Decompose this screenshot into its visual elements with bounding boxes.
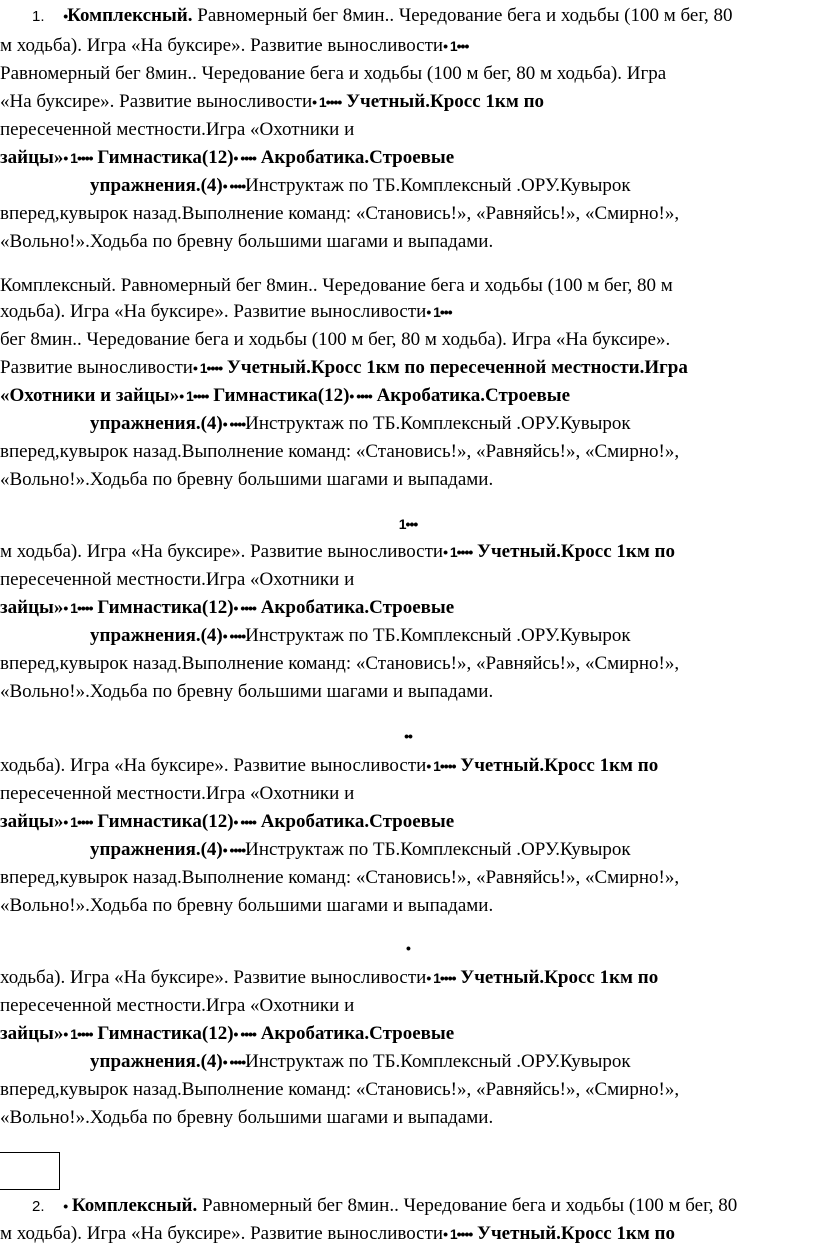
bullet-marks: • 1••••: [192, 360, 223, 376]
text-line: [0, 356, 688, 380]
text-line: [0, 966, 658, 990]
bold-text: Гимнастика(12): [208, 385, 350, 406]
bullet-marks: • ••••: [222, 842, 246, 858]
text-line: [0, 596, 454, 620]
bullet-marks: • 1••••: [426, 970, 456, 986]
text-line: «Вольно!».Ходьба по бревну большими шагами и выпадами.: [0, 469, 494, 490]
text-line: вперед,кувырок назад.Выполнение команд: «Становись!», «Равняйсь!», «Смирно!»,: [0, 653, 680, 674]
text-line: [90, 1050, 631, 1074]
bullet-marks: • ••••: [349, 388, 372, 404]
text-line: пересеченной местности.Игра «Охотники и: [0, 119, 355, 140]
bullet-marks: • ••••: [222, 178, 246, 194]
text: м ходьба). Игра «На буксире». Развитие выносливости: [0, 1223, 444, 1244]
bullet-marks: • 1••••: [63, 814, 93, 830]
text-line: [0, 1022, 454, 1046]
text-line: пересеченной местности.Игра «Охотники и: [0, 995, 355, 1016]
bold-text: Акробатика.Строевые: [371, 385, 571, 406]
bold-text: Учетный.Кросс 1км по: [472, 541, 675, 562]
text-line: вперед,кувырок назад.Выполнение команд: «Становись!», «Равняйсь!», «Смирно!»,: [0, 1079, 680, 1100]
bold-text: упражнения.(4): [90, 839, 223, 860]
text-line: [0, 300, 452, 324]
bullet-marks: 1•••: [398, 516, 418, 532]
bold-text: зайцы»: [0, 811, 64, 832]
text: ходьба). Игра «На буксире». Развитие выносливости: [0, 755, 427, 776]
text: Инструктаж по ТБ.Комплексный .ОРУ.Кувырок: [245, 839, 631, 860]
bullet-marks: • 1••••: [63, 150, 93, 166]
bullet-marks: • 1••••: [179, 388, 209, 404]
bold-text: упражнения.(4): [90, 175, 223, 196]
item-2-line: [32, 1194, 737, 1219]
text-line: «Вольно!».Ходьба по бревну большими шагами и выпадами.: [0, 231, 494, 252]
bullet-marks: • ••••: [222, 416, 246, 432]
bold-text: Учетный.Кросс 1км по: [341, 91, 545, 112]
text: м ходьба). Игра «На буксире». Развитие выносливости: [0, 541, 444, 562]
bold-text: «Охотники и зайцы»: [0, 385, 180, 406]
text-line: [0, 1222, 675, 1246]
text-line: бег 8мин.. Чередование бега и ходьбы (100 м бег, 80 м ходьба). Игра «На буксире».: [0, 329, 671, 350]
text-line: [0, 34, 468, 58]
text-line: [0, 540, 675, 564]
text: Инструктаж по ТБ.Комплексный .ОРУ.Кувырок: [245, 625, 631, 646]
text: Инструктаж по ТБ.Комплексный .ОРУ.Кувырок: [245, 413, 631, 434]
bullet-marks: • ••••: [233, 150, 256, 166]
text-line: Равномерный бег 8мин.. Чередование бега и ходьбы (100 м бег, 80 м ходьба). Игра: [0, 63, 667, 84]
bold-text: Акробатика.Строевые: [255, 597, 455, 618]
bullet-marks: • ••••: [233, 1026, 256, 1042]
text: м ходьба). Игра «На буксире». Развитие выносливости: [0, 35, 444, 56]
item-1-line: [32, 4, 733, 29]
bold-text: Комплексный.: [67, 5, 193, 26]
text-line: [90, 412, 631, 436]
text-line: вперед,кувырок назад.Выполнение команд: «Становись!», «Равняйсь!», «Смирно!»,: [0, 441, 680, 462]
text-line: пересеченной местности.Игра «Охотники и: [0, 569, 355, 590]
text: «На буксире». Развитие выносливости: [0, 91, 313, 112]
text: Инструктаж по ТБ.Комплексный .ОРУ.Кувырок: [245, 175, 631, 196]
list-number: 2.: [32, 1198, 45, 1215]
bold-text: Гимнастика(12): [92, 811, 234, 832]
bullet-marks: •: [406, 940, 410, 956]
text: ходьба). Игра «На буксире». Развитие выносливости: [0, 301, 427, 322]
bold-text: Акробатика.Строевые: [255, 1023, 455, 1044]
bullet-marks: • 1•••: [426, 304, 452, 320]
bold-text: упражнения.(4): [90, 625, 223, 646]
text-line: Комплексный. Равномерный бег 8мин.. Чередование бега и ходьбы (100 м бег, 80 м: [0, 275, 673, 296]
bullet-marks: • ••••: [222, 1054, 246, 1070]
text-line: вперед,кувырок назад.Выполнение команд: «Становись!», «Равняйсь!», «Смирно!»,: [0, 203, 680, 224]
text: Равномерный бег 8мин.. Чередование бега и ходьбы (100 м бег, 80: [197, 1195, 738, 1216]
text: ходьба). Игра «На буксире». Развитие выносливости: [0, 967, 427, 988]
list-number: 1.: [32, 8, 45, 25]
bold-text: Учетный.Кросс 1км по: [472, 1223, 675, 1244]
text-line: [90, 838, 631, 862]
bullet-marks: • 1••••: [63, 1026, 93, 1042]
text-line: [0, 90, 544, 114]
text-line: вперед,кувырок назад.Выполнение команд: «Становись!», «Равняйсь!», «Смирно!»,: [0, 867, 680, 888]
bold-text: Акробатика.Строевые: [255, 811, 455, 832]
bold-text: Гимнастика(12): [92, 597, 234, 618]
text-line: [90, 174, 631, 198]
bullet-marks: • 1••••: [443, 1226, 473, 1242]
text-line: «Вольно!».Ходьба по бревну большими шагами и выпадами.: [0, 895, 494, 916]
bold-text: зайцы»: [0, 147, 64, 168]
bold-text: Учетный.Кросс 1км по пересеченной местности.Игра: [222, 357, 688, 378]
bold-text: Учетный.Кросс 1км по: [455, 755, 659, 776]
bullet-marks: • ••••: [233, 600, 256, 616]
bold-text: Акробатика.Строевые: [255, 147, 455, 168]
text-line: [90, 624, 631, 648]
bullet-marks: • 1••••: [312, 94, 342, 110]
bold-text: Гимнастика(12): [92, 147, 234, 168]
bullet-marks: • ••••: [233, 814, 256, 830]
text: Равномерный бег 8мин.. Чередование бега и ходьбы (100 м бег, 80: [192, 5, 733, 26]
text-line: [0, 146, 454, 170]
bold-text: Комплексный.: [67, 1195, 198, 1216]
bold-text: зайцы»: [0, 1023, 64, 1044]
bold-text: Гимнастика(12): [92, 1023, 234, 1044]
text-line: «Вольно!».Ходьба по бревну большими шагами и выпадами.: [0, 1107, 494, 1128]
bold-text: Учетный.Кросс 1км по: [455, 967, 659, 988]
text-line: [0, 810, 454, 834]
bullet-marks: ••: [404, 728, 412, 744]
text-line: пересеченной местности.Игра «Охотники и: [0, 783, 355, 804]
text-line: [0, 754, 658, 778]
text: Развитие выносливости: [0, 357, 193, 378]
text-line: «Вольно!».Ходьба по бревну большими шагами и выпадами.: [0, 681, 494, 702]
text-line: [0, 384, 570, 408]
empty-frame: [0, 1152, 60, 1190]
bullet-icon: •: [63, 8, 68, 24]
bullet-icon: •: [63, 1198, 68, 1214]
bullet-marks: • 1••••: [63, 600, 93, 616]
text: Инструктаж по ТБ.Комплексный .ОРУ.Кувырок: [245, 1051, 631, 1072]
bullet-marks: • 1•••: [443, 38, 469, 54]
bold-text: упражнения.(4): [90, 413, 223, 434]
bold-text: зайцы»: [0, 597, 64, 618]
bold-text: упражнения.(4): [90, 1051, 223, 1072]
bullet-marks: • 1••••: [426, 758, 456, 774]
bullet-marks: • 1••••: [443, 544, 473, 560]
bullet-marks: • ••••: [222, 628, 246, 644]
